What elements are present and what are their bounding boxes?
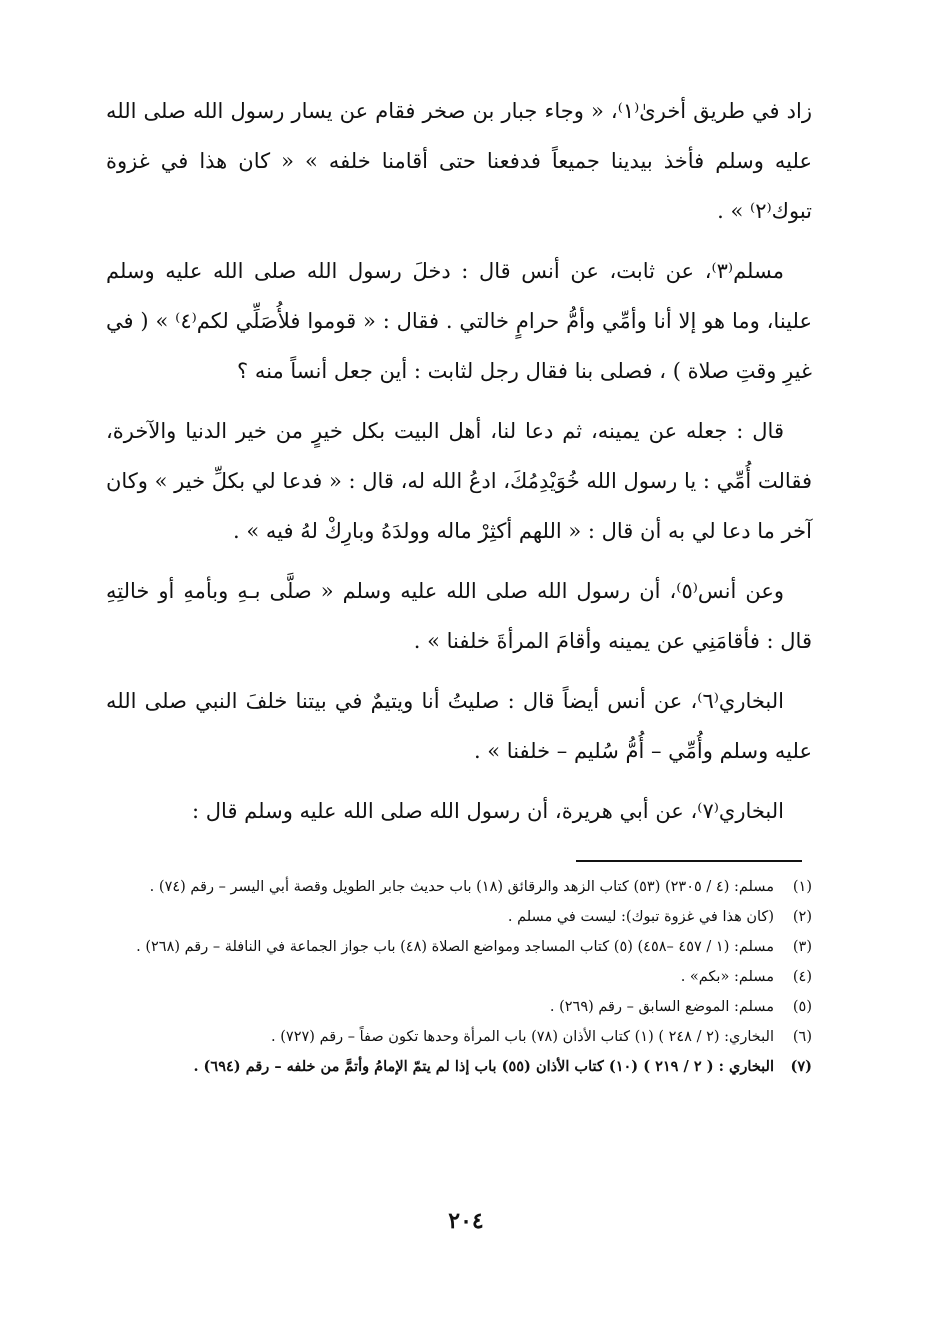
footnote-text: مسلم: (١ / ٤٥٧ –٤٥٨) (٥) كتاب المساجد ومواضع الصلاة (٤٨) باب جواز الجماعة في النافلة – رقم (٢٦٨) . (136, 939, 774, 955)
footnote-number: (٦) (792, 1029, 812, 1045)
footnote (106, 1052, 812, 1082)
footnote (106, 992, 812, 1022)
footnote-text: مسلم: (٤ / ٢٣٠٥) (٥٣) كتاب الزهد والرقائق (١٨) باب حديث جابر الطويل وقصة أبي اليسر – رقم (٧٤) . (149, 879, 774, 895)
footnote (106, 902, 812, 932)
paragraph: البخاري⁽٦⁾، عن أنس أيضاً قال : صليتُ أنا ويتيمٌ في بيتنا خلفَ النبي صلى الله عليه وسلم وأُمِّي – أُمُّ سُليم – خلفنا » . (106, 689, 812, 763)
footnote-number: (٣) (792, 939, 812, 955)
footnote-number: (٧) (790, 1058, 812, 1075)
paragraph: زاد في طريق أخرىٰ⁽١⁾، « وجاء جبار بن صخر فقام عن يسار رسول الله صلى الله عليه وسلم فأخذ بيدينا جميعاً فدفعنا حتى أقامنا خلفه » « كان هذا في غزوة تبوك⁽٢⁾ » . (106, 99, 812, 223)
main-text (106, 86, 812, 846)
paragraph: وعن أنس⁽٥⁾، أن رسول الله صلى الله عليه وسلم « صلَّى بـهِ وبأمهِ أو خالتِهِ قال : فأقامَنِي عن يمينه وأقامَ المرأةَ خلفنا » . (106, 579, 812, 653)
footnote-number: (٢) (792, 909, 812, 925)
footnote-separator (576, 860, 802, 862)
footnote-number: (٥) (792, 999, 812, 1015)
footnote (106, 932, 812, 962)
footnote (106, 872, 812, 902)
footnote-number: (١) (792, 879, 812, 895)
page-number: ٢٠٤ (448, 1208, 484, 1234)
footnote-text: البخاري: (٢ / ٢٤٨ ) (١) كتاب الأذان (٧٨) باب المرأة وحدها تكون صفاً – رقم (٧٢٧) . (271, 1029, 774, 1045)
footnote-text: (كان هذا في غزوة تبوك): ليست في مسلم . (507, 909, 774, 925)
footnote-text: البخاري : ( ٢ / ٢١٩ ) (١٠) كتاب الأذان (٥٥) باب إذا لم يتمّ الإمامُ وأتمَّ من خلفه – رقم (٦٩٤) . (193, 1058, 774, 1075)
footnotes (106, 872, 812, 1082)
footnote-text: مسلم: الموضع السابق – رقم (٢٦٩) . (549, 999, 774, 1015)
paragraph: مسلم⁽٣⁾، عن ثابت، عن أنس قال : دخلَ رسول الله صلى الله عليه وسلم علينا، وما هو إلا أنا وأمِّي وأمُّ حرامٍ خالتي . فقال : « قوموا فلأُصَلِّي لكم⁽٤⁾ » ( في غيرِ وقتِ صلاة ) ، فصلى بنا فقال رجل لثابت : أين جعل أنساً منه ؟ (106, 259, 812, 383)
footnote (106, 962, 812, 992)
footnote-text: مسلم: «بكم» . (680, 969, 774, 985)
paragraph: البخاري⁽٧⁾، عن أبي هريرة، أن رسول الله صلى الله عليه وسلم قال : (192, 799, 784, 823)
footnote (106, 1022, 812, 1052)
paragraph: قال : جعله عن يمينه، ثم دعا لنا، أهل البيت بكل خيرٍ من خير الدنيا والآخرة، فقالت أُمِّي : يا رسول الله خُوَيْدِمُكَ، ادعُ الله له، قال : « فدعا لي بكلِّ خير » وكان آخر ما دعا لي به أن قال : « اللهم أكثِرْ ماله وولدَهُ وبارِكْ لهُ فيه » . (105, 419, 812, 543)
footnote-number: (٤) (792, 969, 812, 985)
